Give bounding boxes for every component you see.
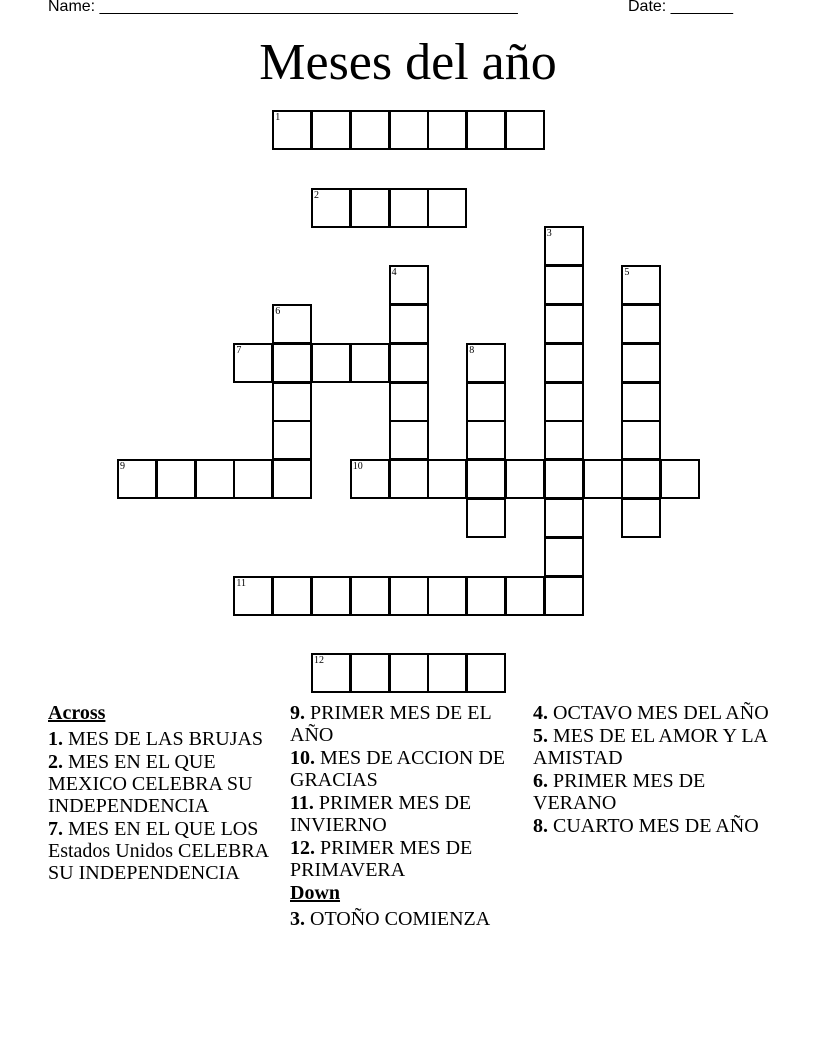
page-title: Meses del año: [259, 34, 557, 91]
clue-number: 1: [275, 112, 281, 123]
clue-down-6: 6. PRIMER MES DE VERANO: [533, 770, 706, 814]
grid-cell[interactable]: [621, 343, 661, 383]
grid-cell[interactable]: [621, 304, 661, 344]
clue-number: 10: [352, 461, 363, 473]
grid-cell[interactable]: [621, 265, 661, 305]
grid-cell[interactable]: [427, 188, 467, 228]
grid-cell[interactable]: [466, 576, 506, 616]
grid-cell[interactable]: [466, 382, 506, 422]
clue-number: 3: [546, 228, 552, 240]
grid-cell[interactable]: [466, 343, 506, 383]
grid-cell[interactable]: [350, 110, 390, 150]
grid-cell[interactable]: [389, 576, 429, 616]
grid-cell[interactable]: [311, 188, 351, 228]
grid-cell[interactable]: [505, 110, 545, 150]
grid-cell[interactable]: [233, 576, 273, 616]
grid-cell[interactable]: [389, 304, 429, 344]
grid-cell[interactable]: [466, 110, 506, 150]
grid-cell[interactable]: [544, 459, 584, 499]
clue-number: 5: [624, 267, 630, 279]
clue-across-2: 2. MES EN EL QUE MEXICO CELEBRA SU INDEPENDENCIA: [48, 751, 253, 817]
grid-cell[interactable]: [621, 420, 661, 460]
grid-cell[interactable]: [272, 382, 312, 422]
clue-across-1: 1. MES DE LAS BRUJAS: [48, 728, 264, 750]
clues-column-3: [533, 702, 793, 838]
grid-cell[interactable]: [117, 459, 157, 499]
down-heading: Down: [290, 882, 341, 904]
name-date-line: [48, 0, 776, 18]
grid-cell[interactable]: [389, 382, 429, 422]
grid-cell[interactable]: [350, 576, 390, 616]
grid-cell[interactable]: [544, 576, 584, 616]
grid-cell[interactable]: [311, 576, 351, 616]
grid-cell[interactable]: [389, 459, 429, 499]
clue-number: 11: [236, 577, 247, 589]
clues-column-2: [290, 702, 528, 931]
clue-across-12: 12. PRIMER MES DE PRIMAVERA: [290, 837, 473, 881]
clue-number: 9: [120, 461, 125, 473]
grid-cell[interactable]: [621, 382, 661, 422]
grid-cell[interactable]: [350, 343, 390, 383]
grid-cell[interactable]: [544, 420, 584, 460]
grid-cell[interactable]: [427, 110, 467, 150]
grid-cell[interactable]: [466, 459, 506, 499]
grid-cell[interactable]: [195, 459, 235, 499]
grid-cell[interactable]: [350, 653, 390, 693]
grid-cell[interactable]: [544, 265, 584, 305]
grid-cell[interactable]: [311, 343, 351, 383]
grid-cell[interactable]: [544, 382, 584, 422]
name-field[interactable]: Name: _______________________________________________: [48, 0, 518, 15]
grid-cell[interactable]: [233, 343, 273, 383]
grid-cell[interactable]: [389, 110, 429, 150]
clue-down-3: 3. OTOÑO COMIENZA: [290, 908, 491, 930]
clue-number: 4: [391, 267, 397, 279]
clue-number: 8: [469, 344, 475, 356]
grid-cell[interactable]: [389, 420, 429, 460]
grid-cell[interactable]: [583, 459, 623, 499]
grid-cell[interactable]: [544, 226, 584, 266]
across-heading: Across: [48, 702, 106, 724]
grid-cell[interactable]: [389, 265, 429, 305]
clue-across-9: 9. PRIMER MES DE EL AÑO: [290, 702, 491, 746]
grid-cell[interactable]: [389, 343, 429, 383]
grid-cell[interactable]: [311, 110, 351, 150]
clue-number: 12: [314, 655, 324, 667]
grid-cell[interactable]: [389, 653, 429, 693]
grid-cell[interactable]: [389, 188, 429, 228]
clue-number: 6: [275, 306, 281, 317]
grid-cell[interactable]: [272, 343, 312, 383]
grid-cell[interactable]: [466, 498, 506, 538]
grid-cell[interactable]: [621, 459, 661, 499]
grid-cell[interactable]: [660, 459, 700, 499]
grid-cell[interactable]: [233, 459, 273, 499]
grid-cell[interactable]: [272, 304, 312, 344]
grid-cell[interactable]: [466, 653, 506, 693]
grid-cell[interactable]: [466, 420, 506, 460]
clue-number: 7: [236, 344, 242, 356]
grid-cell[interactable]: [272, 420, 312, 460]
grid-cell[interactable]: [350, 188, 390, 228]
grid-cell[interactable]: [544, 537, 584, 577]
clues-column-1: [48, 702, 283, 885]
clue-down-8: 8. CUARTO MES DE AÑO: [533, 815, 759, 837]
clue-across-10: 10. MES DE ACCION DE GRACIAS: [290, 747, 506, 791]
grid-cell[interactable]: [544, 498, 584, 538]
grid-cell[interactable]: [272, 459, 312, 499]
grid-cell[interactable]: [427, 576, 467, 616]
date-field[interactable]: Date: _______: [628, 0, 733, 15]
grid-cell[interactable]: [544, 304, 584, 344]
grid-cell[interactable]: [544, 343, 584, 383]
grid-cell[interactable]: [272, 110, 312, 150]
clue-across-11: 11. PRIMER MES DE INVIERNO: [290, 792, 472, 836]
clue-across-7: 7. MES EN EL QUE LOS Estados Unidos CELEBRA SU INDEPENDENCIA: [48, 818, 269, 884]
grid-cell[interactable]: [505, 576, 545, 616]
grid-cell[interactable]: [427, 653, 467, 693]
clue-down-4: 4. OCTAVO MES DEL AÑO: [533, 702, 769, 724]
clue-down-5: 5. MES DE EL AMOR Y LA AMISTAD: [533, 725, 767, 769]
grid-cell[interactable]: [427, 459, 467, 499]
grid-cell[interactable]: [350, 459, 390, 499]
grid-cell[interactable]: [272, 576, 312, 616]
grid-cell[interactable]: [311, 653, 351, 693]
grid-cell[interactable]: [505, 459, 545, 499]
grid-cell[interactable]: [156, 459, 196, 499]
grid-cell[interactable]: [621, 498, 661, 538]
clue-number: 2: [314, 189, 319, 201]
